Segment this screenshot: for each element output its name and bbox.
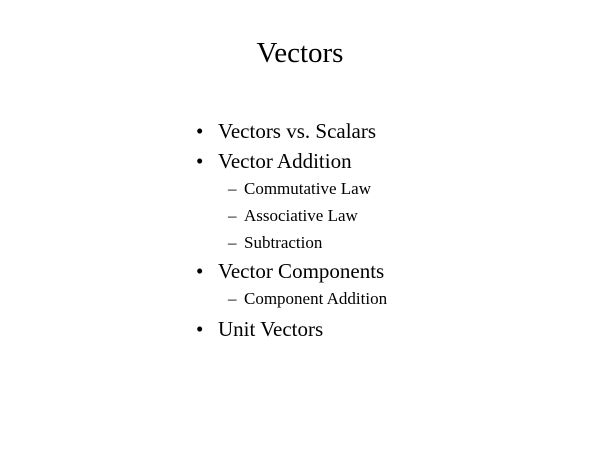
bullet-text: Vector Addition [218, 149, 352, 173]
sub-bullet-text: Subtraction [244, 233, 323, 252]
bullet-text: Vector Components [218, 259, 385, 283]
bullet-text: Unit Vectors [218, 317, 324, 341]
slide-title: Vectors [256, 37, 344, 69]
bullet-marker: • [196, 259, 204, 283]
sub-bullet-text: Component Addition [244, 289, 388, 308]
sub-bullet-text: Associative Law [244, 206, 358, 225]
bullet-marker: • [196, 317, 204, 341]
sub-bullet-marker: – [228, 289, 237, 308]
bullet-marker: • [196, 119, 204, 143]
sub-bullet-text: Commutative Law [244, 179, 372, 198]
sub-bullet-marker: – [228, 179, 237, 198]
bullet-text: Vectors vs. Scalars [218, 119, 377, 143]
bullet-marker: • [196, 149, 204, 173]
sub-bullet-marker: – [228, 233, 237, 252]
sub-bullet-marker: – [228, 206, 237, 225]
